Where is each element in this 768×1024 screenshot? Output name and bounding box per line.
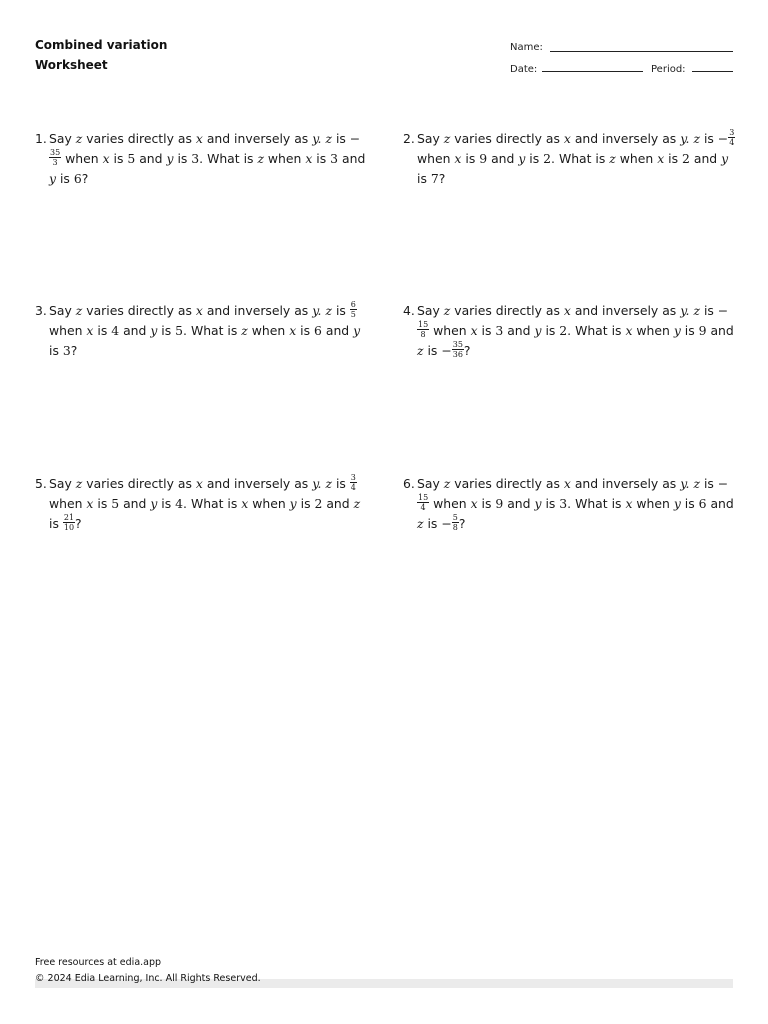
fraction: $\frac{35}{3}$: [50, 148, 61, 167]
problem-text: Say z varies directly as x and inversely as y. z is − $\frac{3}{4}$ when x is 9 and y is 2. What is z when x is 2 and y is 7?: [417, 128, 735, 186]
problem-number: 6.: [403, 476, 415, 491]
problem-text: Say z varies directly as x and inversely as y. z is $\frac{6}{5}$ when x is 4 and y is 5. What is z when x is 6 and y is 3?: [49, 300, 361, 358]
problem-2: [403, 129, 738, 189]
fraction: $\frac{6}{5}$: [350, 300, 356, 319]
date-label: Date:: [510, 64, 538, 75]
fraction: $\frac{15}{4}$: [418, 493, 429, 512]
problem-5: [35, 474, 370, 534]
worksheet-subtitle: Worksheet: [35, 58, 108, 72]
problem-text: Say z varies directly as x and inversely as y. z is − $\frac{15}{8}$ when x is 3 and y is 2. What is x when y is 9 and z is − $\frac{35}{36}$ ?: [417, 303, 734, 359]
worksheet-title: Combined variation: [35, 38, 168, 52]
name-label: Name:: [510, 42, 543, 53]
name-field[interactable]: [550, 51, 733, 52]
date-field[interactable]: [542, 71, 643, 72]
fraction: $\frac{3}{4}$: [350, 473, 356, 492]
period-label: Period:: [651, 64, 686, 75]
problem-1: [35, 129, 370, 189]
problem-text: Say z varies directly as x and inversely as y. z is − $\frac{35}{3}$ when x is 5 and y is 3. What is z when x is 3 and y is 6?: [49, 131, 366, 186]
problem-number: 5.: [35, 476, 47, 491]
fraction: $\frac{5}{8}$: [452, 513, 458, 532]
fraction: $\frac{3}{4}$: [729, 128, 735, 147]
problem-number: 3.: [35, 303, 47, 318]
problem-number: 1.: [35, 131, 47, 146]
period-field[interactable]: [692, 71, 733, 72]
footer-copyright: © 2024 Edia Learning, Inc. All Rights Reserved.: [35, 973, 261, 984]
fraction: $\frac{21}{10}$: [63, 513, 75, 532]
problem-text: Say z varies directly as x and inversely as y. z is − $\frac{15}{4}$ when x is 9 and y is 3. What is x when y is 6 and z is − $\frac{5}{8}$ ?: [417, 476, 734, 532]
footer-resources: Free resources at edia.app: [35, 957, 162, 968]
fraction: $\frac{15}{8}$: [418, 320, 429, 339]
problem-4: [403, 301, 738, 361]
problem-number: 2.: [403, 131, 415, 146]
problem-text: Say z varies directly as x and inversely as y. z is $\frac{3}{4}$ when x is 5 and y is 4. What is x when y is 2 and z is $\frac{21}{10}$ ?: [49, 473, 361, 532]
problem-3: [35, 301, 370, 361]
problem-6: [403, 474, 738, 534]
fraction: $\frac{35}{36}$: [452, 340, 463, 359]
problem-number: 4.: [403, 303, 415, 318]
